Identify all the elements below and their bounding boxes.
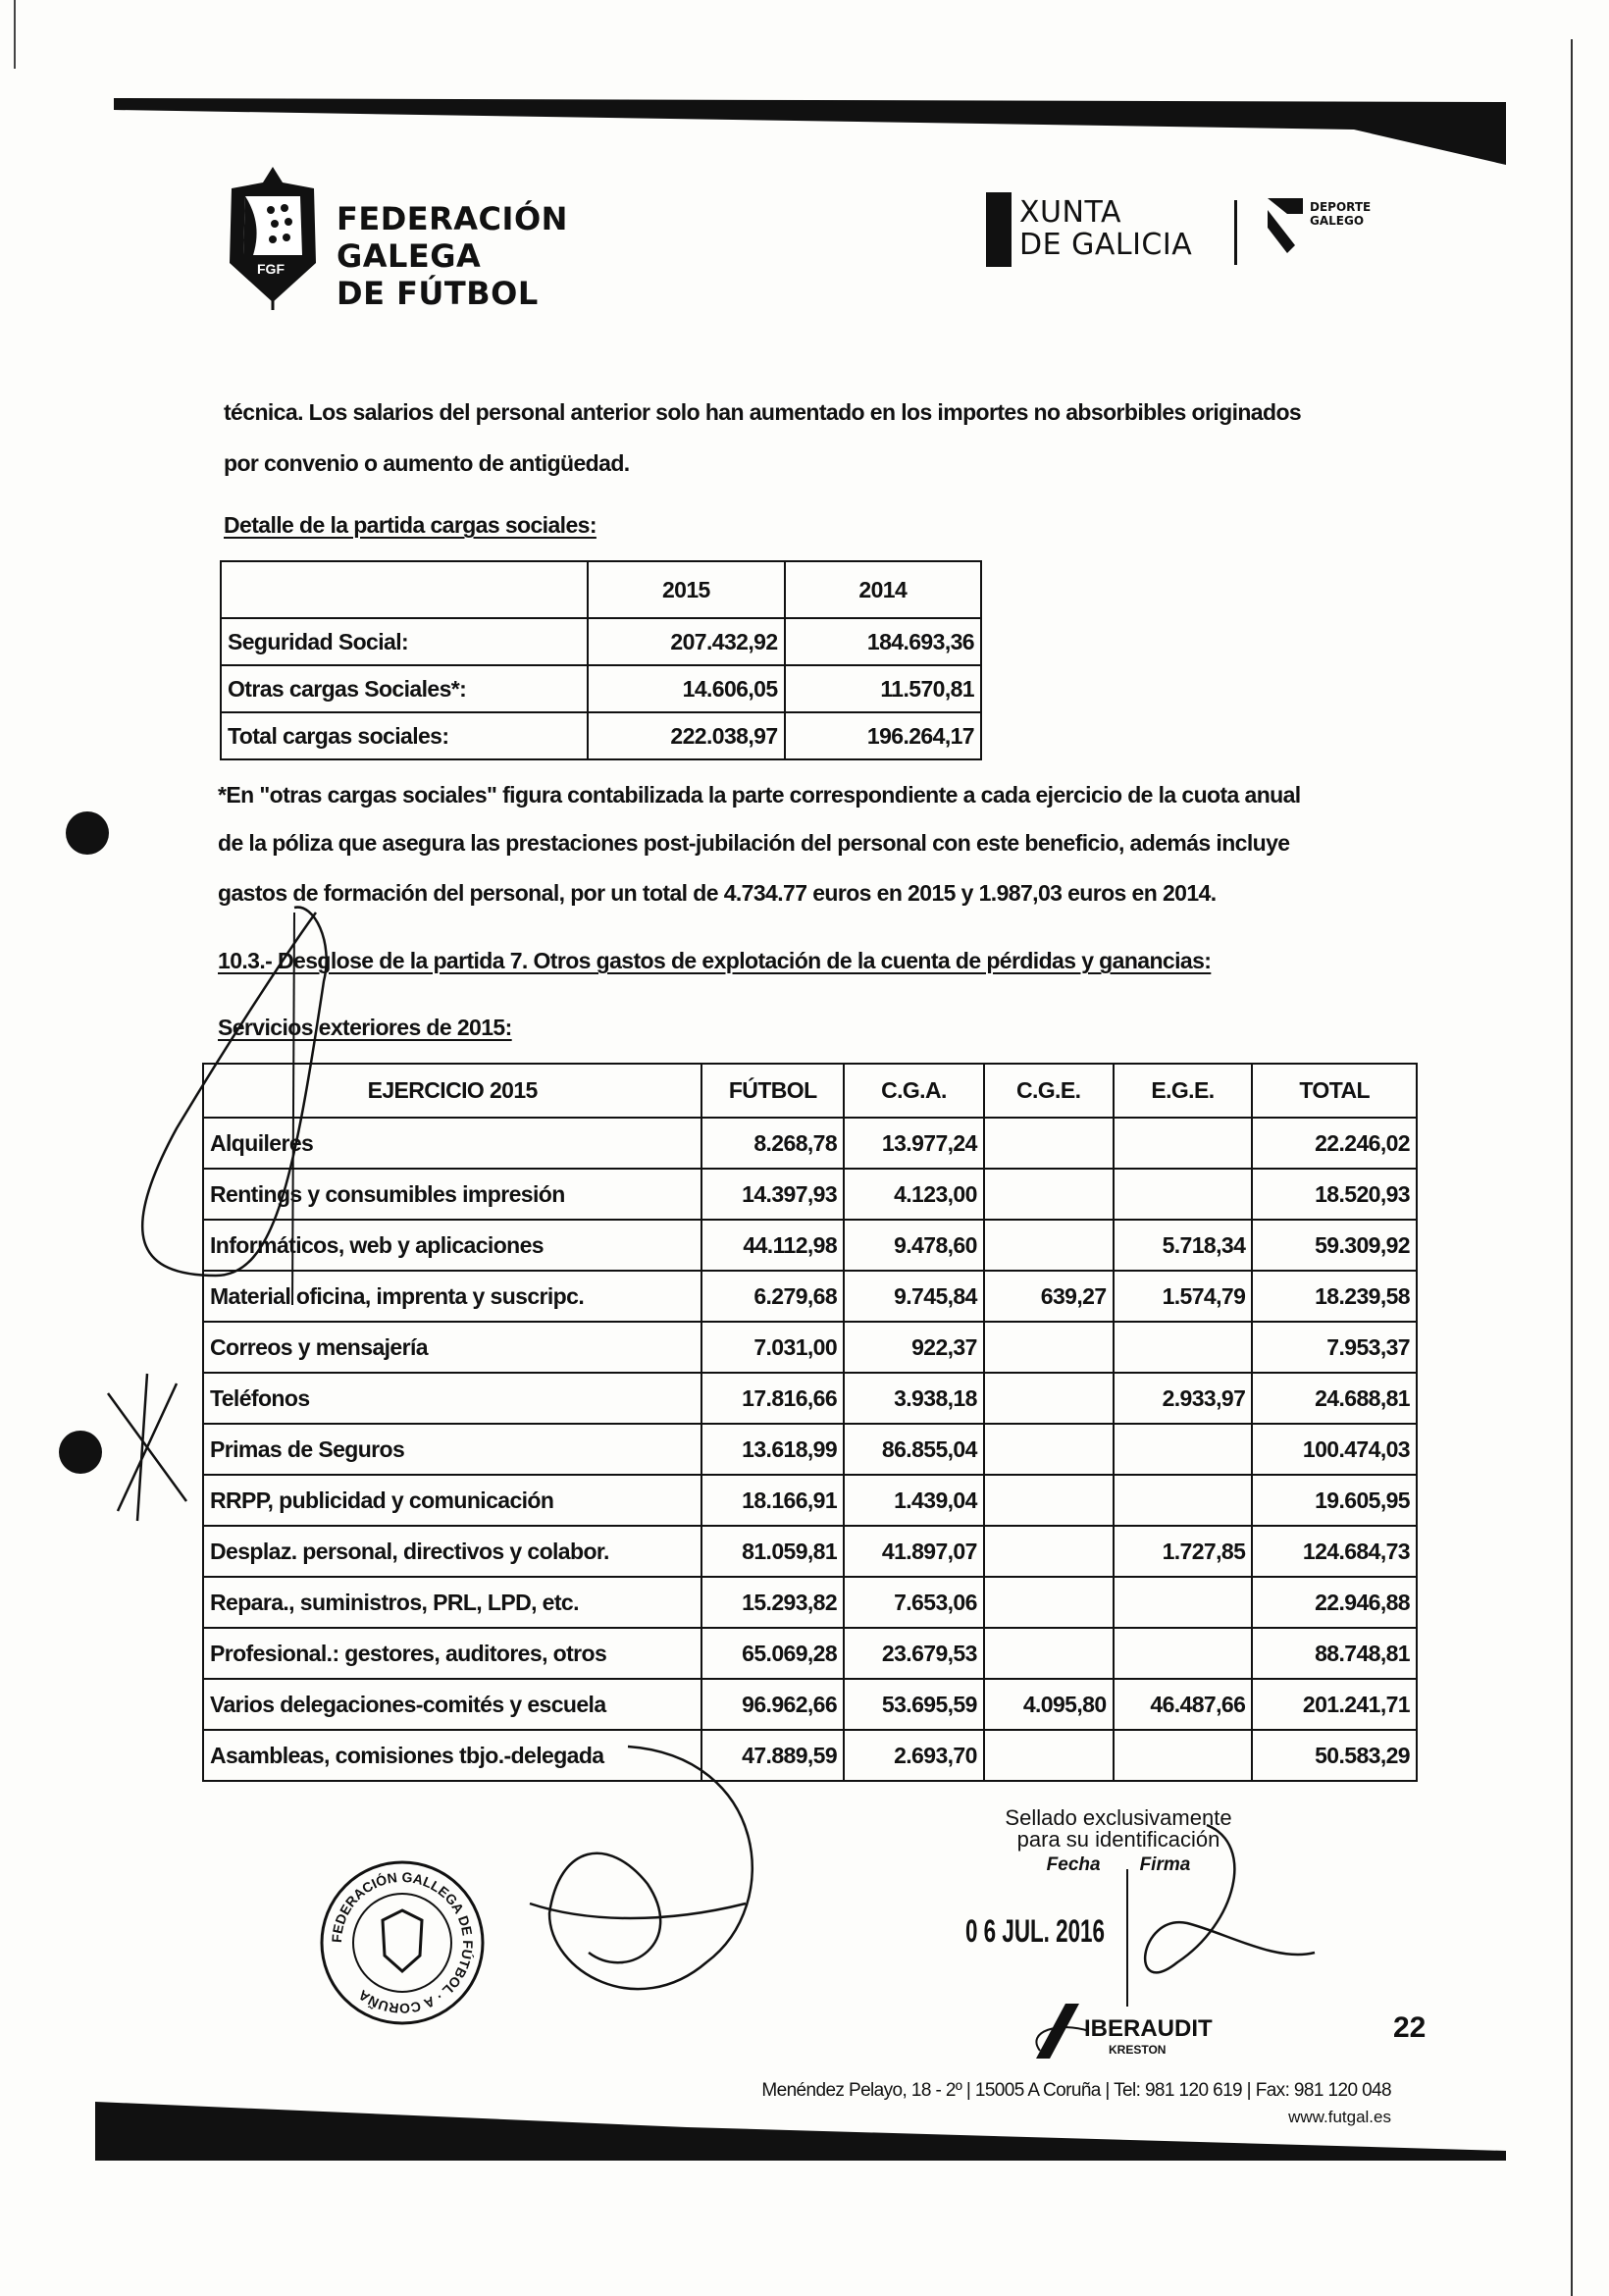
federation-seal	[319, 1859, 486, 2026]
servicios-row-label: Informáticos, web y aplicaciones	[203, 1220, 701, 1271]
servicios-cell: 9.745,84	[844, 1271, 984, 1322]
stamp-firma-label: Firma	[1139, 1854, 1191, 1875]
footnote-line-2: de la póliza que asegura las prestaciones post-jubilación del personal con este beneficio, además incluye	[218, 830, 1290, 856]
federation-name-line1: FEDERACIÓN GALEGA	[337, 200, 568, 275]
cargas-heading: Detalle de la partida cargas sociales:	[224, 512, 597, 538]
servicios-cell: 1.574,79	[1114, 1271, 1253, 1322]
cargas-row	[221, 665, 981, 712]
cargas-cell: 222.038,97	[588, 712, 784, 759]
servicios-cell	[984, 1424, 1114, 1475]
servicios-cell: 19.605,95	[1252, 1475, 1417, 1526]
servicios-row-label: Asambleas, comisiones tbjo.-delegada	[203, 1730, 701, 1781]
servicios-cell	[1114, 1577, 1253, 1628]
servicios-cell: 18.239,58	[1252, 1271, 1417, 1322]
servicios-cell: 18.520,93	[1252, 1169, 1417, 1220]
servicios-row-label: Desplaz. personal, directivos y colabor.	[203, 1526, 701, 1577]
footnote-line-1: *En "otras cargas sociales" figura contabilizada la parte correspondiente a cada ejercicio de la cuota anual	[218, 782, 1301, 808]
servicios-cell	[1114, 1169, 1253, 1220]
servicios-cell: 22.246,02	[1252, 1118, 1417, 1169]
servicios-row-label: Rentings y consumibles impresión	[203, 1169, 701, 1220]
servicios-cell: 15.293,82	[701, 1577, 844, 1628]
servicios-row	[203, 1220, 1417, 1271]
servicios-cell: 53.695,59	[844, 1679, 984, 1730]
page-number: 22	[1393, 2011, 1427, 2044]
footer-website: www.futgal.es	[1288, 2108, 1391, 2126]
servicios-cell: 639,27	[984, 1271, 1114, 1322]
servicios-cell: 22.946,88	[1252, 1577, 1417, 1628]
servicios-cell: 124.684,73	[1252, 1526, 1417, 1577]
servicios-row-label: Alquileres	[203, 1118, 701, 1169]
servicios-exteriores-table	[202, 1063, 1418, 1782]
servicios-row	[203, 1424, 1417, 1475]
cargas-column-header: 2014	[785, 561, 981, 618]
servicios-column-header: FÚTBOL	[701, 1064, 844, 1118]
servicios-cell: 2.933,97	[1114, 1373, 1253, 1424]
deporte-line2: GALEGO	[1310, 214, 1365, 228]
servicios-row-label: Teléfonos	[203, 1373, 701, 1424]
servicios-cell: 41.897,07	[844, 1526, 984, 1577]
servicios-row	[203, 1475, 1417, 1526]
servicios-cell: 7.653,06	[844, 1577, 984, 1628]
servicios-cell: 23.679,53	[844, 1628, 984, 1679]
servicios-row	[203, 1373, 1417, 1424]
servicios-cell: 3.938,18	[844, 1373, 984, 1424]
servicios-row	[203, 1271, 1417, 1322]
svg-text:FEDERACIÓN GALLEGA DE FÚTBOL ·	[329, 1869, 477, 2016]
servicios-row	[203, 1169, 1417, 1220]
servicios-row-label: Material oficina, imprenta y suscripc.	[203, 1271, 701, 1322]
seal-text: FEDERACIÓN GALLEGA DE FÚTBOL · A CORUÑA	[328, 1868, 477, 2017]
auditor-logo-icon	[1030, 2002, 1089, 2061]
stamp-date: 0 6 JUL. 2016	[965, 1913, 1105, 1949]
servicios-cell: 6.279,68	[701, 1271, 844, 1322]
servicios-cell: 18.166,91	[701, 1475, 844, 1526]
xunta-emblem-icon	[986, 192, 1012, 267]
stamp-divider	[1126, 1869, 1128, 2007]
servicios-row-label: Primas de Seguros	[203, 1424, 701, 1475]
servicios-cell	[984, 1730, 1114, 1781]
servicios-cell: 65.069,28	[701, 1628, 844, 1679]
footer-address: Menéndez Pelayo, 18 - 2º | 15005 A Coruña | Tel: 981 120 619 | Fax: 981 120 048	[761, 2080, 1391, 2101]
header-bar	[0, 0, 1609, 177]
servicios-cell: 13.977,24	[844, 1118, 984, 1169]
cargas-header-row	[221, 561, 981, 618]
servicios-row	[203, 1679, 1417, 1730]
footnote-line-3: gastos de formación del personal, por un total de 4.734.77 euros en 2015 y 1.987,03 euros en 2014.	[218, 880, 1217, 906]
servicios-cell: 96.962,66	[701, 1679, 844, 1730]
deporte-galego-icon	[1266, 196, 1305, 255]
servicios-cell: 17.816,66	[701, 1373, 844, 1424]
cargas-cell: 14.606,05	[588, 665, 784, 712]
cargas-row	[221, 712, 981, 759]
servicios-row-label: Profesional.: gestores, auditores, otros	[203, 1628, 701, 1679]
servicios-column-header: C.G.E.	[984, 1064, 1114, 1118]
servicios-cell: 88.748,81	[1252, 1628, 1417, 1679]
servicios-cell	[1114, 1322, 1253, 1373]
servicios-cell	[984, 1628, 1114, 1679]
cargas-cell: 196.264,17	[785, 712, 981, 759]
servicios-cell: 86.855,04	[844, 1424, 984, 1475]
cargas-column-header: 2015	[588, 561, 784, 618]
federation-logo	[224, 165, 655, 312]
servicios-row	[203, 1577, 1417, 1628]
servicios-row	[203, 1628, 1417, 1679]
logo-divider	[1234, 200, 1237, 265]
servicios-row-label: Correos y mensajería	[203, 1322, 701, 1373]
servicios-cell: 201.241,71	[1252, 1679, 1417, 1730]
servicios-cell: 50.583,29	[1252, 1730, 1417, 1781]
xunta-line1: XUNTA	[1019, 195, 1121, 230]
servicios-cell: 2.693,70	[844, 1730, 984, 1781]
servicios-cell: 5.718,34	[1114, 1220, 1253, 1271]
servicios-cell	[984, 1169, 1114, 1220]
servicios-row	[203, 1322, 1417, 1373]
federation-badge-text: FGF	[257, 261, 285, 277]
cargas-row-label: Otras cargas Sociales*:	[221, 665, 588, 712]
servicios-cell	[984, 1526, 1114, 1577]
stamp-line-1: Sellado exclusivamente	[1005, 1805, 1232, 1830]
stamp-fecha-label: Fecha	[1046, 1854, 1101, 1875]
cargas-row-label: Total cargas sociales:	[221, 712, 588, 759]
cargas-sociales-table	[220, 560, 982, 760]
servicios-cell: 44.112,98	[701, 1220, 844, 1271]
servicios-cell	[1114, 1730, 1253, 1781]
section-subheading: Servicios exteriores de 2015:	[218, 1015, 512, 1040]
servicios-cell: 13.618,99	[701, 1424, 844, 1475]
auditor-sub: KRESTON	[1109, 2043, 1167, 2057]
cargas-column-header	[221, 561, 588, 618]
servicios-cell: 8.268,78	[701, 1118, 844, 1169]
section-heading: 10.3.- Desglose de la partida 7. Otros gastos de explotación de la cuenta de pérdidas y ganancias:	[218, 948, 1212, 973]
xunta-line2: DE GALICIA	[1019, 228, 1193, 262]
servicios-cell: 4.123,00	[844, 1169, 984, 1220]
servicios-column-header: TOTAL	[1252, 1064, 1417, 1118]
servicios-cell: 922,37	[844, 1322, 984, 1373]
page-edge-right	[1571, 39, 1573, 2296]
servicios-cell: 14.397,93	[701, 1169, 844, 1220]
servicios-header-row	[203, 1064, 1417, 1118]
auditor-name: IBERAUDIT	[1084, 2015, 1213, 2042]
federation-shield-icon	[224, 165, 322, 310]
servicios-cell: 24.688,81	[1252, 1373, 1417, 1424]
servicios-cell	[1114, 1424, 1253, 1475]
servicios-column-header: EJERCICIO 2015	[203, 1064, 701, 1118]
servicios-cell	[1114, 1475, 1253, 1526]
servicios-column-header: C.G.A.	[844, 1064, 984, 1118]
cargas-row-label: Seguridad Social:	[221, 618, 588, 665]
servicios-cell: 100.474,03	[1252, 1424, 1417, 1475]
deporte-line1: DEPORTE	[1310, 200, 1372, 214]
servicios-row	[203, 1118, 1417, 1169]
servicios-cell	[984, 1373, 1114, 1424]
servicios-cell: 7.031,00	[701, 1322, 844, 1373]
servicios-row-label: RRPP, publicidad y comunicación	[203, 1475, 701, 1526]
servicios-cell	[984, 1220, 1114, 1271]
servicios-cell	[1114, 1118, 1253, 1169]
servicios-row	[203, 1526, 1417, 1577]
servicios-cell: 46.487,66	[1114, 1679, 1253, 1730]
footer-bar	[0, 2090, 1609, 2168]
servicios-cell: 9.478,60	[844, 1220, 984, 1271]
servicios-column-header: E.G.E.	[1114, 1064, 1253, 1118]
intro-line-1: técnica. Los salarios del personal anterior solo han aumentado en los importes no absorbibles originados	[224, 399, 1302, 425]
servicios-cell	[984, 1577, 1114, 1628]
servicios-cell: 4.095,80	[984, 1679, 1114, 1730]
servicios-cell: 59.309,92	[1252, 1220, 1417, 1271]
servicios-cell: 1.439,04	[844, 1475, 984, 1526]
xunta-logo	[986, 192, 1418, 271]
servicios-cell	[1114, 1628, 1253, 1679]
federation-name-line2: DE FÚTBOL	[337, 275, 539, 312]
servicios-row	[203, 1730, 1417, 1781]
cargas-row	[221, 618, 981, 665]
servicios-cell: 7.953,37	[1252, 1322, 1417, 1373]
cargas-cell: 11.570,81	[785, 665, 981, 712]
servicios-row-label: Varios delegaciones-comités y escuela	[203, 1679, 701, 1730]
servicios-cell: 47.889,59	[701, 1730, 844, 1781]
servicios-cell	[984, 1475, 1114, 1526]
intro-line-2: por convenio o aumento de antigüedad.	[224, 450, 630, 476]
stamp-line-2: para su identificación	[1016, 1827, 1220, 1852]
cargas-cell: 184.693,36	[785, 618, 981, 665]
servicios-cell: 1.727,85	[1114, 1526, 1253, 1577]
cargas-cell: 207.432,92	[588, 618, 784, 665]
servicios-cell	[984, 1322, 1114, 1373]
servicios-cell	[984, 1118, 1114, 1169]
servicios-row-label: Repara., suministros, PRL, LPD, etc.	[203, 1577, 701, 1628]
servicios-cell: 81.059,81	[701, 1526, 844, 1577]
